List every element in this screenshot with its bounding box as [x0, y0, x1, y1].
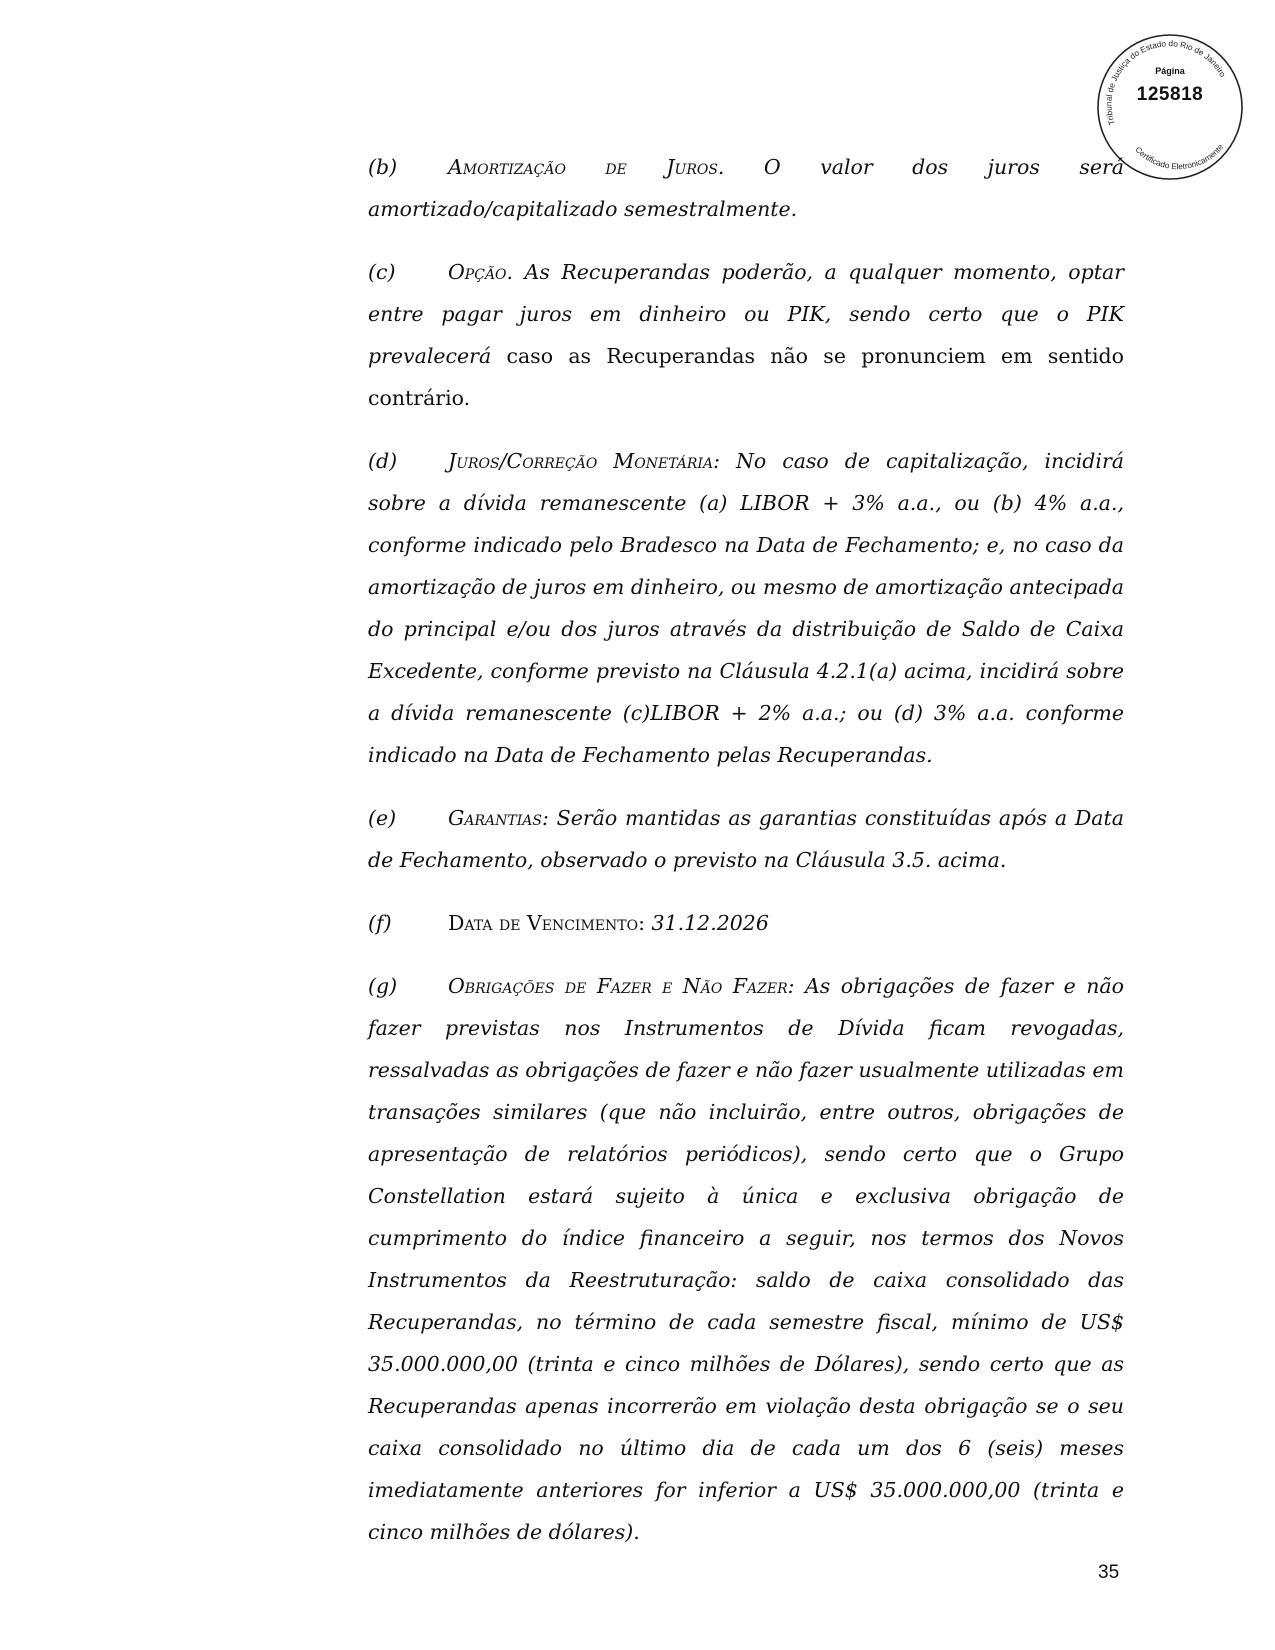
clause-f: [368, 902, 1124, 944]
clause-e: [368, 797, 1124, 881]
clause-text: 31.12.2026: [644, 911, 769, 935]
clause-c: [368, 251, 1124, 419]
clause-title: Garantias:: [448, 806, 549, 830]
clause-g: [368, 965, 1124, 1553]
clause-label: (f): [368, 911, 392, 935]
stamp-arc-text-top: Tribunal de Justiça do Estado do Rio de Janeiro: [1104, 39, 1228, 127]
clause-label: (c): [368, 260, 396, 284]
clause-label: (g): [368, 974, 398, 998]
clause-title: Data de Vencimento:: [448, 911, 645, 935]
clause-label: (b): [368, 155, 398, 179]
clause-title: Obrigações de Fazer e Não Fazer:: [448, 974, 795, 998]
clause-title: Juros/Correção Monetária:: [448, 449, 720, 473]
document-body: [368, 146, 1124, 1574]
clause-label: (d): [368, 449, 398, 473]
clause-title: Amortização de Juros.: [448, 155, 725, 179]
clause-text: No caso de capitalização, incidirá sobre a dívida remanescente (a) LIBOR + 3% a.a., ou (b) 4% a.a., conforme indicado pelo Bradesco na Data de Fechamento; e, no caso da amortização de juros em dinheiro, ou mesmo de amortização antecipada do principal e/ou dos juros através da distribuição de Saldo de Caixa Excedente, conforme previsto na Cláusula 4.2.1(a) acima, incidirá sobre a dívida remanescente (c)LIBOR + 2% a.a.; ou (d) 3% a.a. conforme indicado na Data de Fechamento pelas Recuperandas.: [368, 449, 1124, 767]
clause-d: [368, 440, 1124, 776]
clause-text: As obrigações de fazer e não fazer previstas nos Instrumentos de Dívida ficam revogadas, ressalvadas as obrigações de fazer e não fazer usualmente utilizadas em transações similares (que não incluirão, entre outros, obrigações de apresentação de relatórios periódicos), sendo certo que o Grupo Constellation estará sujeito à única e exclusiva obrigação de cumprimento do índice financeiro a seguir, nos termos dos Novos Instrumentos da Reestruturação: saldo de caixa consolidado das Recuperandas, no término de cada semestre fiscal, mínimo de US$ 35.000.000,00 (trinta e cinco milhões de Dólares), sendo certo que as Recuperandas apenas incorrerão em violação desta obrigação se o seu caixa consolidado no último dia de cada um dos 6 (seis) meses imediatamente anteriores for inferior a US$ 35.000.000,00 (trinta e cinco milhões de dólares).: [368, 974, 1124, 1544]
stamp-page-label: Página: [1155, 66, 1185, 76]
clause-label: (e): [368, 806, 397, 830]
stamp-arc-text-bottom: Certificado Eletronicamente: [1133, 142, 1226, 172]
clause-text: Serão mantidas as garantias constituídas após a Data de Fechamento, observado o previsto na Cláusula 3.5. acima.: [368, 806, 1124, 872]
page-number: 35: [1098, 1562, 1120, 1583]
clause-title: Opção.: [448, 260, 514, 284]
stamp-page-number: 125818: [1136, 84, 1204, 105]
clause-b: [368, 146, 1124, 230]
clause-text: As Recuperandas poderão, a qualquer momento, optar entre pagar juros em dinheiro ou PIK, sendo certo que o PIK prevalecerá: [368, 260, 1124, 368]
clause-text: O valor dos juros será amortizado/capitalizado semestralmente.: [368, 155, 1124, 221]
clause-text-plain: caso as Recuperandas não se pronunciem em sentido contrário.: [368, 344, 1124, 410]
